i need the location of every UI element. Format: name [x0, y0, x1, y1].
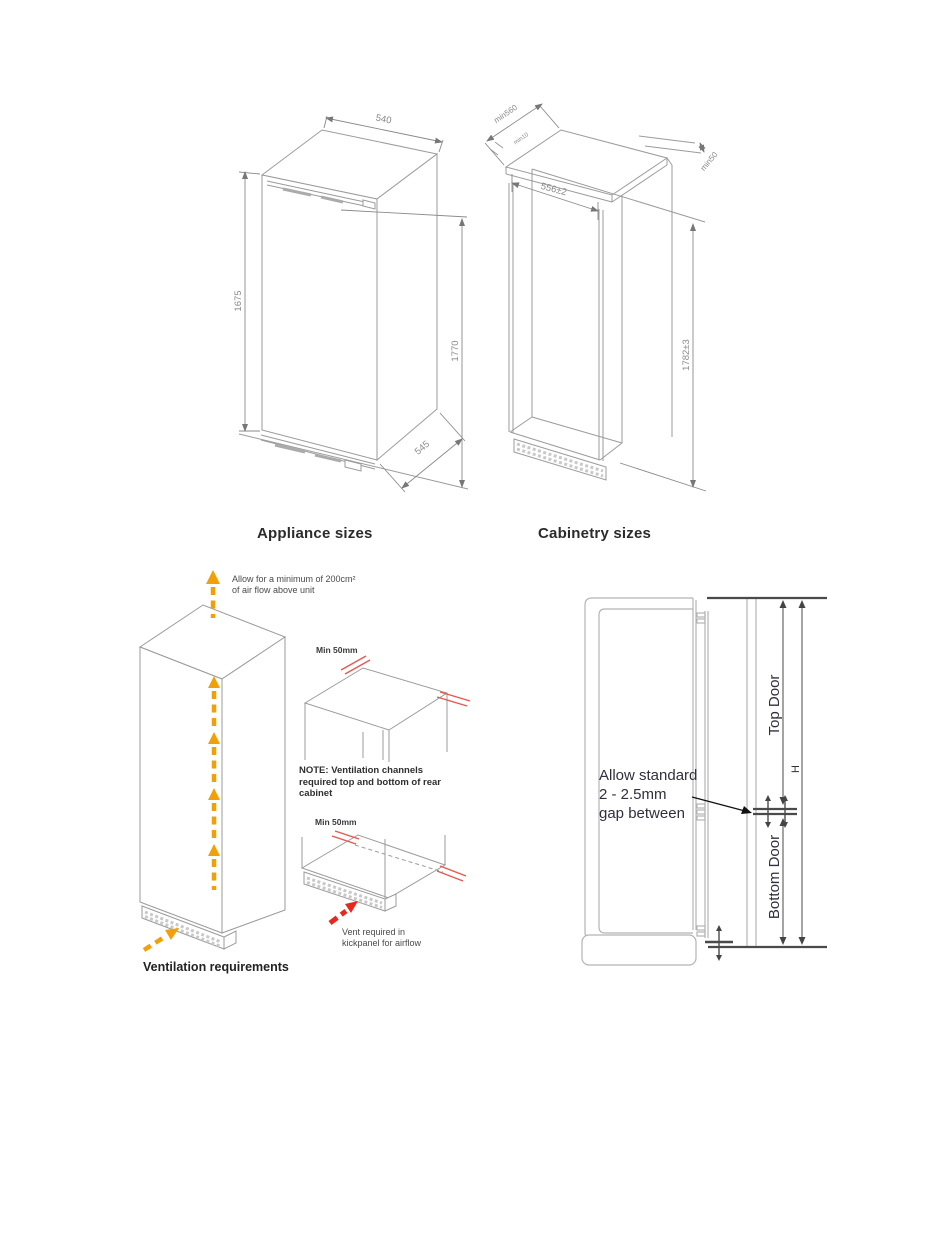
cabinet-recess-width-label: 556±2	[539, 180, 568, 199]
kickpanel-note-line2: kickpanel for airflow	[342, 938, 422, 948]
appliance-body-height-label: 1675	[233, 290, 244, 312]
kick-vent-arrow	[330, 901, 358, 923]
appliance-dimensions-drawing	[225, 88, 495, 520]
airflow-note-line1: Allow for a minimum of 200cm²	[232, 574, 356, 584]
cabinet-rear-gap-label: min50	[698, 150, 720, 173]
overall-height-label: H	[790, 765, 802, 773]
airflow-note-line2: of air flow above unit	[232, 585, 315, 595]
bottom-clearance-label: Min 50mm	[315, 817, 357, 827]
cabinetry-sizes-caption: Cabinetry sizes	[538, 525, 652, 542]
appliance-depth-label: 545	[412, 438, 433, 458]
top-cabinet-structure	[305, 668, 447, 762]
base-cabinet-structure	[302, 835, 445, 911]
appliance-sizes-caption: Appliance sizes	[257, 525, 373, 542]
appliance-box	[239, 130, 468, 489]
appliance-overall-height-label: 1770	[450, 340, 461, 362]
bottom-door-label: Bottom Door	[766, 834, 783, 920]
ventilation-requirements-caption: Ventilation requirements	[143, 960, 289, 974]
kickpanel-note	[342, 927, 421, 949]
ventilation-note-line3: cabinet	[299, 788, 333, 799]
door-gap-note-line2: 2 - 2.5mm	[599, 786, 667, 803]
ventilation-note-line1: NOTE: Ventilation channels	[299, 765, 424, 776]
door-gap-note-line1: Allow standard	[599, 767, 698, 784]
top-clearance-drawing	[295, 650, 480, 772]
cabinet-depth-label: min560	[492, 102, 519, 125]
cabinetry-dimensions-drawing	[468, 83, 730, 517]
top-clearance-label: Min 50mm	[316, 645, 358, 655]
cabinet-top-gap-label: min10	[512, 132, 530, 147]
ventilation-note-line2: required top and bottom of rear	[299, 776, 441, 788]
top-door-label: Top Door	[766, 674, 783, 736]
appliance-width-label: 540	[374, 112, 393, 127]
kickpanel-note-line1: Vent required in	[342, 927, 406, 937]
door-gap-note	[599, 766, 697, 823]
gap-pointer-arrow	[692, 797, 752, 814]
airflow-note	[232, 574, 356, 596]
ventilation-cabinet-drawing	[125, 568, 320, 968]
cabinet-structure	[490, 130, 705, 480]
ventilation-note	[299, 765, 441, 800]
door-gap-note-line3: gap between	[599, 805, 685, 822]
cabinet-recess-height-label: 1782±3	[681, 339, 692, 371]
